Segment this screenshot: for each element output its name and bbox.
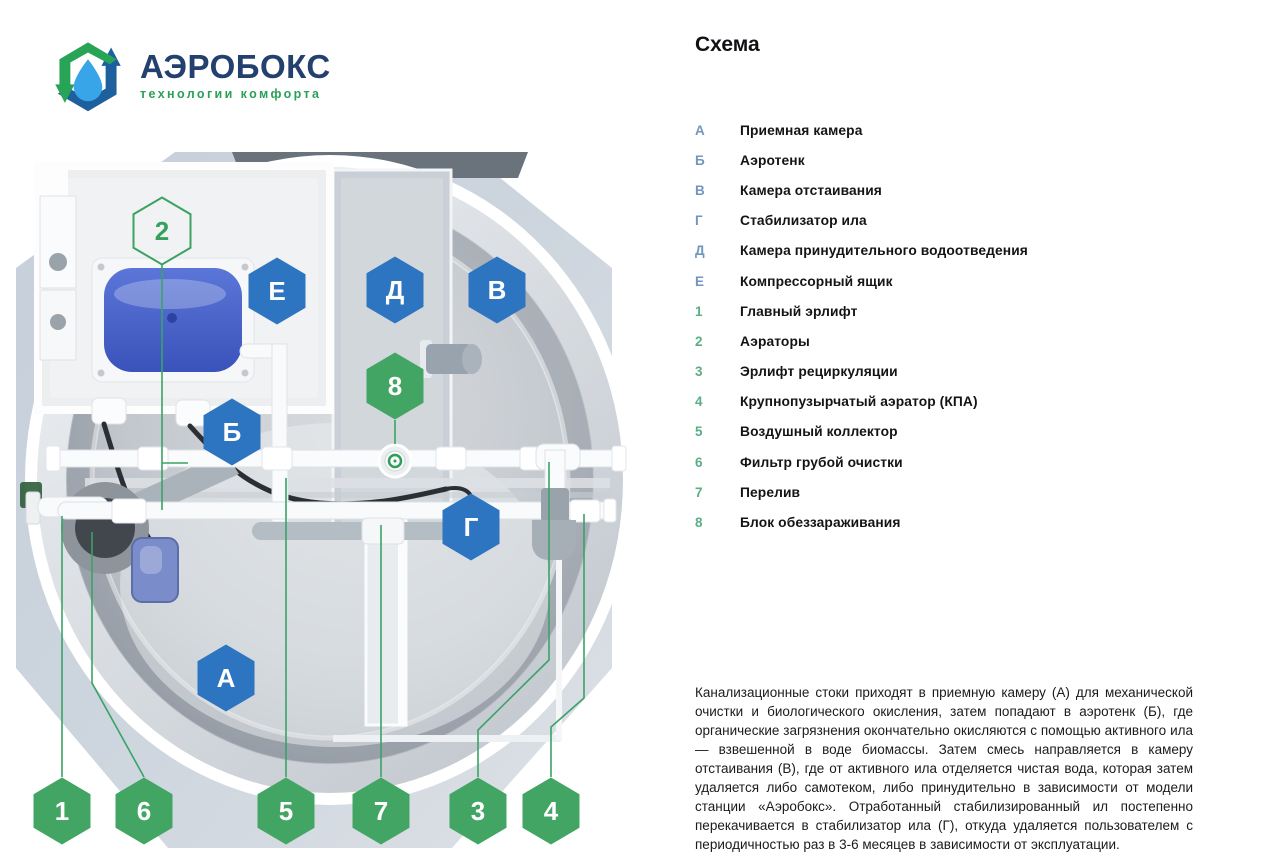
legend-key-Б: Б xyxy=(695,152,705,168)
legend-label-6: Фильтр грубой очистки xyxy=(740,454,903,470)
legend-label-5: Воздушный коллектор xyxy=(740,424,898,440)
legend-key-3: 3 xyxy=(695,364,703,380)
legend-item-1 xyxy=(695,296,1200,326)
legend-label-3: Эрлифт рециркуляции xyxy=(740,364,898,380)
legend-label-2: Аэраторы xyxy=(740,333,810,349)
diagram-marker-label-8: 8 xyxy=(387,371,403,401)
legend-item-Д xyxy=(695,236,1200,266)
diagram-marker-label-Б: Б xyxy=(222,417,242,447)
diagram-marker-label-Д: Д xyxy=(385,275,405,305)
diagram-marker-label-5: 5 xyxy=(278,796,294,826)
legend-item-3 xyxy=(695,357,1200,387)
description-paragraph: Канализационные стоки приходят в приемную камеру (А) для механической очистки и биологического окисления, затем попадают в аэротенк (Б), где органические загрязнения окончательно окисляются с помощью активного ила — взвешенной в воде биомассы. Затем смесь направляется в камеру отстаивания (В), где от активного ила отделяется чистая вода, которая затем удаляется либо самотеком, либо принудительно в зависимости от модели станции «Аэробокс». Отработанный стабилизированный ил постепенно перекачивается в стабилизатор ила (Г), откуда удаляется пользователем с периодичностью раз в 3-6 месяцев в зависимости от эксплуатации. xyxy=(695,685,1193,852)
diagram-marker-label-6: 6 xyxy=(136,796,152,826)
legend-item-5 xyxy=(695,417,1200,447)
wall-pipe-fitting xyxy=(420,340,482,378)
legend-item-Г xyxy=(695,206,1200,236)
legend-key-7: 7 xyxy=(695,484,703,500)
legend-item-7 xyxy=(695,477,1200,507)
legend-label-7: Перелив xyxy=(740,484,801,500)
legend-label-Г: Стабилизатор ила xyxy=(740,213,867,229)
legend-label-Д: Камера принудительного водоотведения xyxy=(740,243,1028,259)
disinfection-block xyxy=(379,445,411,477)
logo-tagline-text: технологии комфорта xyxy=(140,87,322,101)
legend-key-Г: Г xyxy=(695,213,703,229)
legend-item-В xyxy=(695,175,1200,205)
float-switch xyxy=(132,538,178,602)
legend-key-6: 6 xyxy=(695,454,703,470)
legend-item-8 xyxy=(695,507,1200,537)
legend-label-1: Главный эрлифт xyxy=(740,303,858,319)
legend-key-Е: Е xyxy=(695,273,705,289)
diagram-marker-label-2: 2 xyxy=(154,216,170,246)
diagram-marker-label-Г: Г xyxy=(463,512,479,542)
legend-key-Д: Д xyxy=(695,243,705,259)
legend-key-4: 4 xyxy=(695,394,703,410)
legend-label-А: Приемная камера xyxy=(740,122,863,138)
legend-item-2 xyxy=(695,326,1200,356)
legend-label-8: Блок обеззараживания xyxy=(740,515,901,531)
legend-key-8: 8 xyxy=(695,515,703,531)
legend-item-Б xyxy=(695,145,1200,175)
legend-key-5: 5 xyxy=(695,424,703,440)
lower-air-pipe xyxy=(58,499,616,523)
diagram-marker-label-4: 4 xyxy=(543,796,559,826)
legend-key-2: 2 xyxy=(695,333,703,349)
legend-title: Схема xyxy=(695,33,760,56)
legend-item-А xyxy=(695,115,1200,145)
legend-key-1: 1 xyxy=(695,303,703,319)
legend-key-А: А xyxy=(695,122,705,138)
legend-label-В: Камера отстаивания xyxy=(740,182,882,198)
legend-item-6 xyxy=(695,447,1200,477)
diagram-marker-label-А: А xyxy=(216,663,236,693)
legend-label-4: Крупнопузырчатый аэратор (КПА) xyxy=(740,394,978,410)
diagram-marker-label-3: 3 xyxy=(470,796,486,826)
legend-list xyxy=(695,115,1200,538)
diagram-marker-label-1: 1 xyxy=(54,796,70,826)
legend-label-Е: Компрессорный ящик xyxy=(740,273,893,289)
diagram-marker-label-Е: Е xyxy=(268,276,286,306)
diagram-marker-label-В: В xyxy=(487,275,507,305)
logo-brand-text: АЭРОБОКС xyxy=(140,48,331,85)
legend-label-Б: Аэротенк xyxy=(740,152,805,168)
diagram-marker-label-7: 7 xyxy=(373,796,389,826)
legend-item-Е xyxy=(695,266,1200,296)
legend-key-В: В xyxy=(695,182,705,198)
legend-item-4 xyxy=(695,387,1200,417)
